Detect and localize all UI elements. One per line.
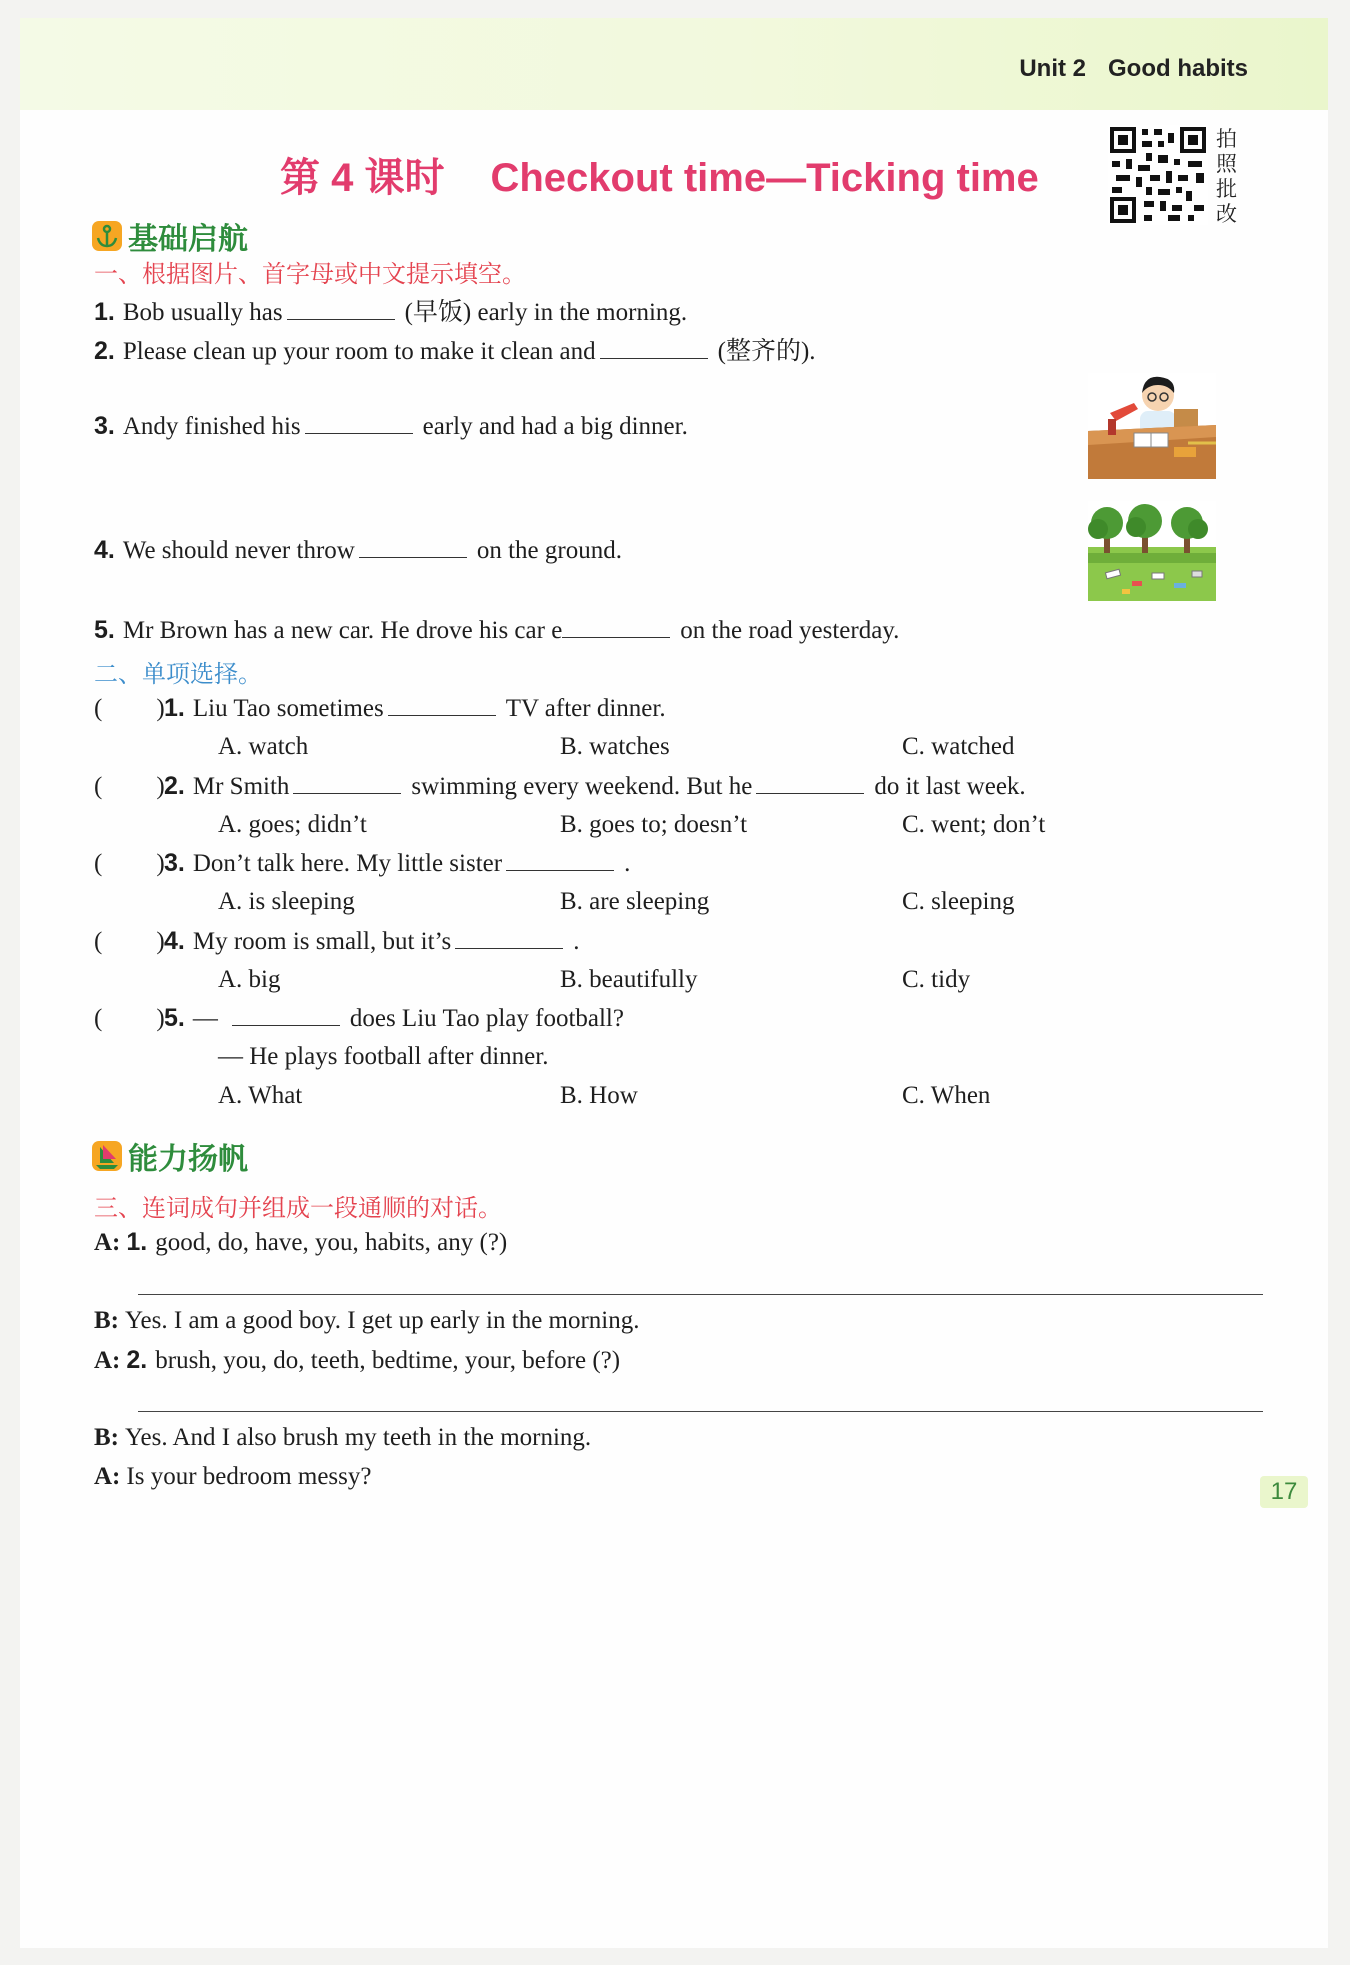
page-number: 17: [1260, 1476, 1308, 1508]
question-number: 2.: [164, 772, 185, 800]
answer-bracket[interactable]: ( ): [94, 850, 165, 877]
part1-item-1: [94, 292, 687, 328]
item-number: 2.: [126, 1346, 148, 1374]
sail-icon: [92, 1141, 122, 1171]
word-list: good, do, have, you, habits, any (?): [155, 1229, 508, 1256]
item-text-pre: We should never throw: [122, 537, 355, 564]
part2-question-1: [94, 694, 666, 723]
answer-bracket[interactable]: ( ): [94, 773, 165, 800]
lesson-subtitle: Checkout time—Ticking time: [490, 156, 1039, 200]
question-number: 5.: [164, 1004, 185, 1032]
item-number: 5.: [94, 616, 115, 644]
answer-blank[interactable]: [305, 432, 413, 434]
section-heading-basic: [92, 214, 248, 258]
question-number: 1.: [164, 694, 185, 722]
speaker-label: B:: [94, 1307, 119, 1334]
option-c[interactable]: C. went; don’t: [902, 811, 1046, 838]
option-c[interactable]: C. watched: [902, 733, 1015, 760]
option-c[interactable]: C. tidy: [902, 966, 971, 993]
question-number: 3.: [164, 849, 185, 877]
item-number: 1.: [126, 1228, 148, 1256]
answer-blank[interactable]: [562, 636, 670, 638]
option-c[interactable]: C. When: [902, 1082, 991, 1109]
part1-item-3: [94, 412, 688, 441]
option-b[interactable]: B. beautifully: [560, 966, 698, 993]
question-text-pre: My room is small, but it’s: [192, 928, 452, 955]
unit-label: [1019, 55, 1248, 83]
word-list: brush, you, do, teeth, bedtime, your, before (?): [155, 1347, 621, 1374]
option-a[interactable]: A. watch: [218, 733, 309, 760]
answer-blank[interactable]: [506, 869, 614, 871]
homework-illustration: [1088, 373, 1216, 479]
lesson-number: 第 4 课时: [280, 156, 445, 200]
worksheet-page: [20, 18, 1328, 1948]
option-b[interactable]: B. How: [560, 1082, 638, 1109]
speaker-label: B:: [94, 1424, 119, 1451]
speaker-label: A:: [94, 1229, 121, 1256]
item-number: 3.: [94, 412, 115, 440]
part2-question-3: [94, 849, 630, 878]
litter-park-illustration: [1088, 501, 1216, 601]
item-text-post: (整齐的).: [717, 338, 816, 365]
dialogue-line-3: [94, 1346, 620, 1375]
part3-title: 三、连词成句并组成一段通顺的对话。: [94, 1194, 502, 1222]
item-text-post: early and had a big dinner.: [422, 413, 688, 440]
option-a[interactable]: A. is sleeping: [218, 888, 355, 915]
answer-bracket[interactable]: ( ): [94, 1005, 165, 1032]
part2-question-5: [94, 1004, 624, 1033]
answer-writing-line[interactable]: [138, 1411, 1263, 1412]
answer-bracket[interactable]: ( ): [94, 695, 165, 722]
question-text-post: TV after dinner.: [505, 695, 666, 722]
option-a[interactable]: A. What: [218, 1082, 303, 1109]
answer-blank[interactable]: [388, 714, 496, 716]
question-text-pre: Don’t talk here. My little sister: [192, 850, 503, 877]
question-number: 4.: [164, 927, 185, 955]
item-text-pre: Please clean up your room to make it clean and: [122, 338, 596, 365]
option-c[interactable]: C. sleeping: [902, 888, 1015, 915]
dialogue-line-5: [94, 1463, 371, 1491]
question-text-pre: Mr Smith: [192, 773, 290, 800]
item-text-pre: Mr Brown has a new car. He drove his car e: [122, 617, 563, 644]
answer-blank[interactable]: [455, 947, 563, 949]
question-text-pre: Liu Tao sometimes: [192, 695, 384, 722]
option-a[interactable]: A. big: [218, 966, 281, 993]
option-b[interactable]: B. are sleeping: [560, 888, 710, 915]
option-b[interactable]: B. goes to; doesn’t: [560, 811, 748, 838]
dialogue-line-4: [94, 1424, 591, 1452]
item-number: 2.: [94, 337, 115, 365]
answer-blank[interactable]: [287, 318, 395, 320]
lesson-title: [280, 146, 1039, 203]
question-text-post: do it last week.: [874, 773, 1026, 800]
answer-blank[interactable]: [600, 357, 708, 359]
qr-label: 拍照批改: [1216, 127, 1237, 226]
option-b[interactable]: B. watches: [560, 733, 670, 760]
question-text-post: .: [573, 928, 580, 955]
item-number: 1.: [94, 298, 115, 326]
dialogue-text: Yes. And I also brush my teeth in the morning.: [125, 1424, 592, 1451]
speaker-label: A:: [94, 1463, 121, 1490]
answer-blank[interactable]: [359, 556, 467, 558]
part1-item-5: [94, 616, 899, 645]
unit-title: Good habits: [1108, 55, 1248, 82]
answer-writing-line[interactable]: [138, 1294, 1263, 1295]
question-text-pre: —: [192, 1005, 218, 1032]
dialogue-line-1: [94, 1228, 507, 1257]
part2-question-2: [94, 772, 1026, 801]
dialogue-text: Is your bedroom messy?: [126, 1463, 372, 1490]
part1-item-2: [94, 331, 816, 367]
item-text-pre: Andy finished his: [122, 413, 301, 440]
part1-title: 一、根据图片、首字母或中文提示填空。: [94, 260, 526, 288]
part1-item-4: [94, 536, 622, 565]
speaker-label: A:: [94, 1347, 121, 1374]
item-text-post: on the road yesterday.: [680, 617, 900, 644]
question-reply: — He plays football after dinner.: [218, 1043, 549, 1070]
answer-blank[interactable]: [293, 792, 401, 794]
unit-number: Unit 2: [1019, 55, 1086, 82]
answer-blank[interactable]: [232, 1024, 340, 1026]
item-text-post: on the ground.: [476, 537, 622, 564]
section-heading-advanced: [92, 1134, 248, 1178]
part2-title: 二、单项选择。: [94, 660, 262, 688]
part2-question-4: [94, 927, 579, 956]
section-title-basic: 基础启航: [128, 222, 248, 257]
answer-blank[interactable]: [756, 792, 864, 794]
question-text-mid: swimming every weekend. But he: [411, 773, 753, 800]
item-text-pre: Bob usually has: [122, 299, 283, 326]
option-a[interactable]: A. goes; didn’t: [218, 811, 367, 838]
qr-code-icon[interactable]: [1108, 125, 1208, 225]
dialogue-line-2: [94, 1307, 640, 1335]
item-text-post: (早饭) early in the morning.: [404, 299, 688, 326]
section-title-advanced: 能力扬帆: [128, 1142, 248, 1177]
anchor-icon: [92, 221, 122, 251]
item-number: 4.: [94, 536, 115, 564]
question-text-post: does Liu Tao play football?: [349, 1005, 624, 1032]
answer-bracket[interactable]: ( ): [94, 928, 165, 955]
dialogue-text: Yes. I am a good boy. I get up early in the morning.: [125, 1307, 640, 1334]
question-text-post: .: [624, 850, 631, 877]
